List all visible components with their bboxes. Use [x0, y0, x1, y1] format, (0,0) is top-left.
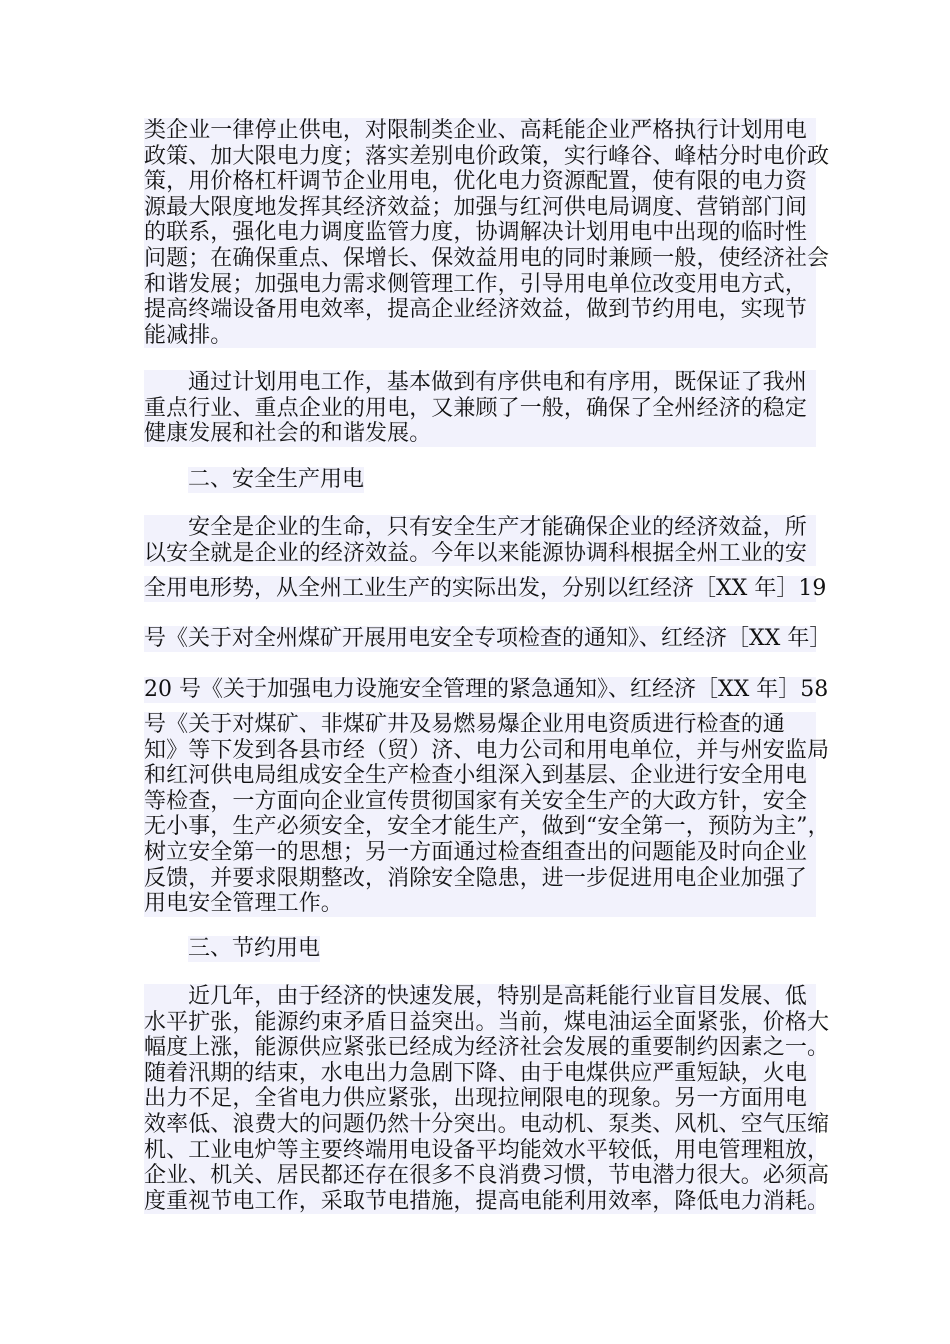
text-line: 水平扩张，能源约束矛盾日益突出。当前，煤电油运全面紧张，价格大 — [144, 1009, 830, 1035]
text-line: 类企业一律停止供电，对限制类企业、高耗能企业严格执行计划用电 — [144, 118, 808, 143]
text-line: 号《关于对煤矿、非煤矿井及易燃易爆企业用电资质进行检查的通 — [144, 712, 785, 737]
paragraph-summary — [144, 370, 816, 447]
text-line: 树立安全第一的思想；另一方面通过检查组查出的问题能及时向企业 — [144, 839, 808, 865]
text-line: 效率低、浪费大的问题仍然十分突出。电动机、泵类、风机、空气压缩 — [144, 1111, 830, 1137]
text-line: 等检查，一方面向企业宣传贯彻国家有关安全生产的大政方针，安全 — [144, 788, 808, 814]
text-line: 以安全就是企业的经济效益。今年以来能源协调科根据全州工业的安 — [144, 540, 808, 566]
text-line: 度重视节电工作，采取节电措施，提高电能利用效率，降低电力消耗。 — [144, 1188, 830, 1214]
text-line: 提高终端设备用电效率，提高企业经济效益，做到节约用电，实现节 — [144, 297, 808, 323]
text-line: 通过计划用电工作，基本做到有序供电和有序用，既保证了我州 — [188, 370, 807, 395]
paragraph-safety-details — [144, 712, 830, 917]
text-line-wide: 号《关于对全州煤矿开展用电安全专项检查的通知》、红经济［XX 年］ — [144, 626, 832, 651]
text-line: 能减排。 — [144, 322, 233, 348]
text-line: 近几年，由于经济的快速发展，特别是高耗能行业盲目发展、低 — [188, 984, 807, 1009]
section-heading-safety: 二、安全生产用电 — [188, 467, 365, 492]
text-line: 出力不足，全省电力供应紧张，出现拉闸限电的现象。另一方面用电 — [144, 1086, 808, 1112]
text-line: 知》等下发到各县市经（贸）济、电力公司和用电单位，并与州安监局 — [144, 737, 830, 763]
text-line: 问题；在确保重点、保增长、保效益用电的同时兼顾一般，使经济社会 — [144, 245, 830, 271]
text-line: 和红河供电局组成安全生产检查小组深入到基层、企业进行安全用电 — [144, 763, 808, 789]
text-line: 源最大限度地发挥其经济效益；加强与红河供电局调度、营销部门间 — [144, 194, 808, 220]
text-line: 安全是企业的生命，只有安全生产才能确保企业的经济效益，所 — [188, 515, 807, 540]
text-line: 企业、机关、居民都还存在很多不良消费习惯，节电潜力很大。必须高 — [144, 1163, 830, 1189]
text-line: 策，用价格杠杆调节企业用电，优化电力资源配置，使有限的电力资 — [144, 169, 808, 195]
text-line: 用电安全管理工作。 — [144, 891, 343, 917]
text-line: 和谐发展；加强电力需求侧管理工作，引导用电单位改变用电方式， — [144, 271, 808, 297]
text-line: 随着汛期的结束，水电出力急剧下降、由于电煤供应严重短缺，火电 — [144, 1060, 808, 1086]
paragraph-planned-power — [144, 118, 830, 348]
text-line: 政策、加大限电力度；落实差别电价政策，实行峰谷、峰枯分时电价政 — [144, 143, 830, 169]
paragraph-power-saving — [144, 984, 830, 1214]
paragraph-safety-intro — [144, 515, 816, 566]
text-line: 的联系，强化电力调度监管力度，协调解决计划用电中出现的临时性 — [144, 220, 808, 246]
text-line: 幅度上涨，能源供应紧张已经成为经济社会发展的重要制约因素之一。 — [144, 1035, 830, 1061]
text-line: 健康发展和社会的和谐发展。 — [144, 421, 432, 447]
text-line: 反馈，并要求限期整改，消除安全隐患，进一步促进用电企业加强了 — [144, 865, 808, 891]
text-line: 无小事，生产必须安全，安全才能生产，做到“安全第一，预防为主”， — [144, 814, 830, 840]
text-line-wide: 全用电形势，从全州工业生产的实际出发，分别以红经济［XX 年］19 — [144, 576, 827, 601]
text-line: 机、工业电炉等主要终端用电设备平均能效水平较低，用电管理粗放， — [144, 1137, 830, 1163]
text-line: 重点行业、重点企业的用电，又兼顾了一般，确保了全州经济的稳定 — [144, 395, 808, 421]
section-heading-saving: 三、节约用电 — [188, 936, 321, 961]
text-line-wide: 20 号《关于加强电力设施安全管理的紧急通知》、红经济［XX 年］58 — [144, 677, 829, 702]
